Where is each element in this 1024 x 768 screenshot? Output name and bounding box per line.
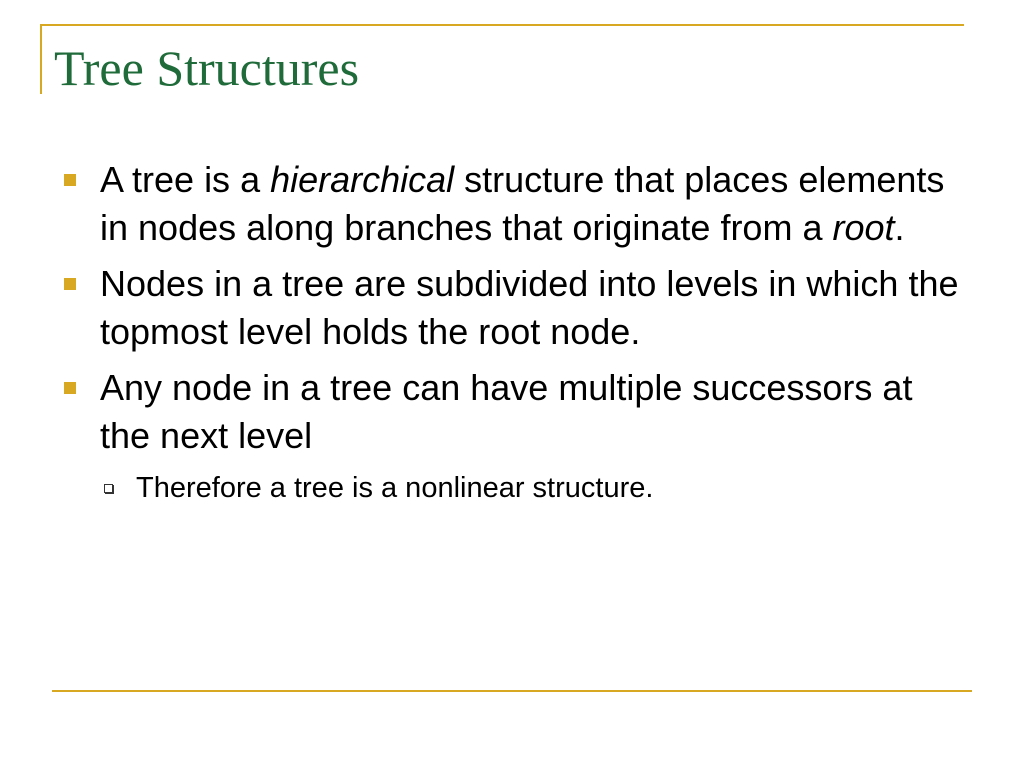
bullet-1-text-a: A tree is a — [100, 159, 271, 200]
bullet-1-text-c: . — [894, 207, 905, 248]
bullet-list — [60, 156, 960, 508]
bullet-item-1 — [60, 156, 960, 252]
bullet-1-emphasis-hierarchical: hierarchical — [270, 159, 455, 200]
bullet-1-text-b: structure that places elements in nodes along branches that originate from a — [100, 159, 945, 248]
footer-rule — [52, 690, 972, 692]
square-bullet-icon — [64, 174, 76, 186]
square-bullet-icon — [64, 278, 76, 290]
bullet-item-2 — [60, 260, 960, 356]
square-bullet-icon — [64, 382, 76, 394]
slide-title: Tree Structures — [54, 40, 360, 96]
title-rule-top — [40, 24, 964, 26]
bullet-item-3 — [60, 364, 960, 460]
bullet-3-text: Any node in a tree can have multiple successors at the next level — [100, 367, 913, 456]
sub-bullet-item-1 — [60, 468, 960, 508]
title-rule-left — [40, 24, 42, 94]
bullet-1-emphasis-root: root — [832, 207, 895, 248]
bullet-2-text: Nodes in a tree are subdivided into levels in which the topmost level holds the root node. — [100, 263, 959, 352]
hollow-square-bullet-icon — [104, 484, 113, 493]
sub-bullet-1-text: Therefore a tree is a nonlinear structure. — [136, 472, 654, 504]
